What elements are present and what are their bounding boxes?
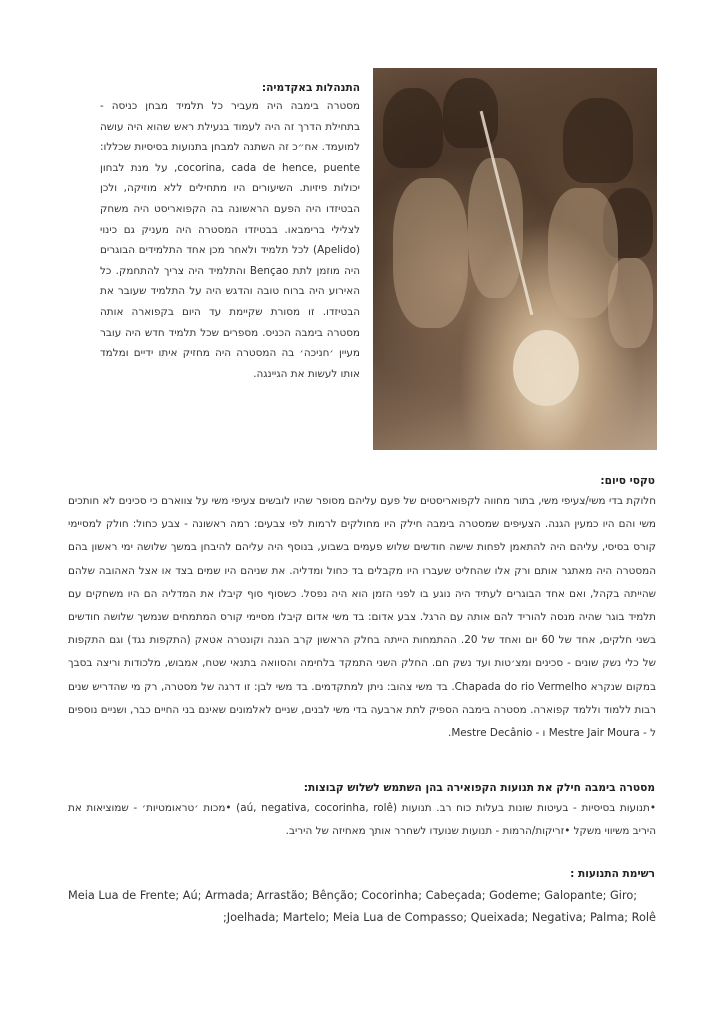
historical-photo (373, 68, 657, 450)
academy-paragraph: מסטרה בימבה היה מעביר כל תלמיד מבחן כניסה - בתחילת הדרך זה היה לעמוד בנעילת ראש שהוא היה עושה למועמד. אח״כ זה השתנה למבחן בתנועות בסיסיות שכללו: cocorina, cada de hence, puente, על מנת לבחון יכולות פיזיות. השיעורים היו מתחילים ללא מוזיקה, ולכן הבטיזדו היה הפעם הראשונה בה הקפואריסט היה משחק לצלילי ברימבאו. בבטיזדו המסטרה היה מעניק גם כינוי (Apelido) לכל תלמיד ולאחר מכן אחד התלמידים הבוגרים היה מוזמן לתת Bençao והתלמיד היה צריך להתחמק. כל האירוע היה ברוח טובה והדגש היה על התלמיד שעובר את הבטיזדו. זו מסורת שקיימת עד היום בקפוארה אותה מסטרה בימבה הכניס. מספרים שכל תלמיד חדש היה עובר מעיין ׳חניכה׳ בה המסטרה היה מחזיק איתו ידיים ומלמד אותו לעשות את הגיינגה. (100, 100, 360, 380)
movements-line-2: Joelhada; Martelo; Meia Lua de Compasso; Queixada; Negativa; Palma; Rolê; (222, 911, 656, 924)
movements-line-1: Meia Lua de Frente; Aú; Armada; Arrastão; Bênção; Cocorinha; Cabeçada; Godeme; Galopante; Giro; (68, 889, 638, 902)
groups-heading: מסטרה בימבה חילק את תנועות הקפואירה בהן השתמש לשלוש קבוצות: (303, 782, 655, 794)
movements-heading: רשימת התנועות : (570, 868, 655, 880)
academy-heading: התנהלות באקדמיה: (261, 82, 360, 94)
ceremonies-paragraph: חלוקת בדי משי/צעיפי משי, בתור מחווה לקפואריסטים של פעם עליהם מסופר שהיו לובשים צעיפי משי על צווארם כי סכינים לא חותכים משי והם היו כמעין הגנה. הצעיפים שמסטרה בימבה חילק היו מחולקים לרמות לפי צבעים: רמה ראשונה - צבע כחול: חולק למסיימי קורס בסיסי, עליהם היה להתאמן לפחות שישה חודשים שלוש פעמים בשבוע, בנוסף היה עליהם להיבחן במשך שלושה ימי ראשון בהם המסטרה היה מאתגר אותם ורק אלו שהחליט שעברו היו מקבלים בד כחול ומדליה. את שניהם היו שמים בצד או אצל האהובה שלהם שהייתה בקהל, ואם אחד הבוגרים לעתיד היה נוגע בו לפני הזמן הוא היה נפסל. כשסוף סוף קיבלו את המדליה הם היו משחקים עם תלמיד בוגר שהיה מנסה להוריד להם אותה עם הרגל. צבע אדום: בד משי אדום קיבלו מסיימי קורס המתמחים שנמשך שלושה חודשים בשני חלקים, אחד של 60 יום ואחד של 20. ההתמחות הייתה בחלק הראשון קרב הגנה וקונטרה אטאק (התקפות נגד) וגם התקפות של כלי נשק שונים - סכינים ומצ׳טות ועד נשק חם. החלק השני התמקד בלחימה והסוואה בתנאי שטח, אמבוש, מלכודות וריצה בסבך במקום שנקרא Chapada do rio Vermelho. בד משי צהוב: ניתן למתקדמים. בד משי לבן: זו דרגה של מסטרה, רק מי שהדריש שנים רבות ללמוד וללמד קפוארה. מסטרה בימבה הספיק לתת ארבעה בדי משי לבנים, שניים לאלמונים שאינם בני החיים כבר, ושניים נוספים ל - Mestre Jair Moura ו - Mestre Decânio. (68, 495, 656, 740)
ceremonies-heading: טקסי סיום: (600, 475, 655, 487)
groups-paragraph: •תנועות בסיסיות - בעיטות שונות בעלות כוח רב. תנועות (aú, negativa, cocorinha, rolê) •מכות ׳טראומטיות׳ - שמוציאות את היריב משיווי משקל •זריקות/הרמות - תנועות שנועדו לשחרר אותך מאחיזה של היריב. (68, 802, 656, 838)
